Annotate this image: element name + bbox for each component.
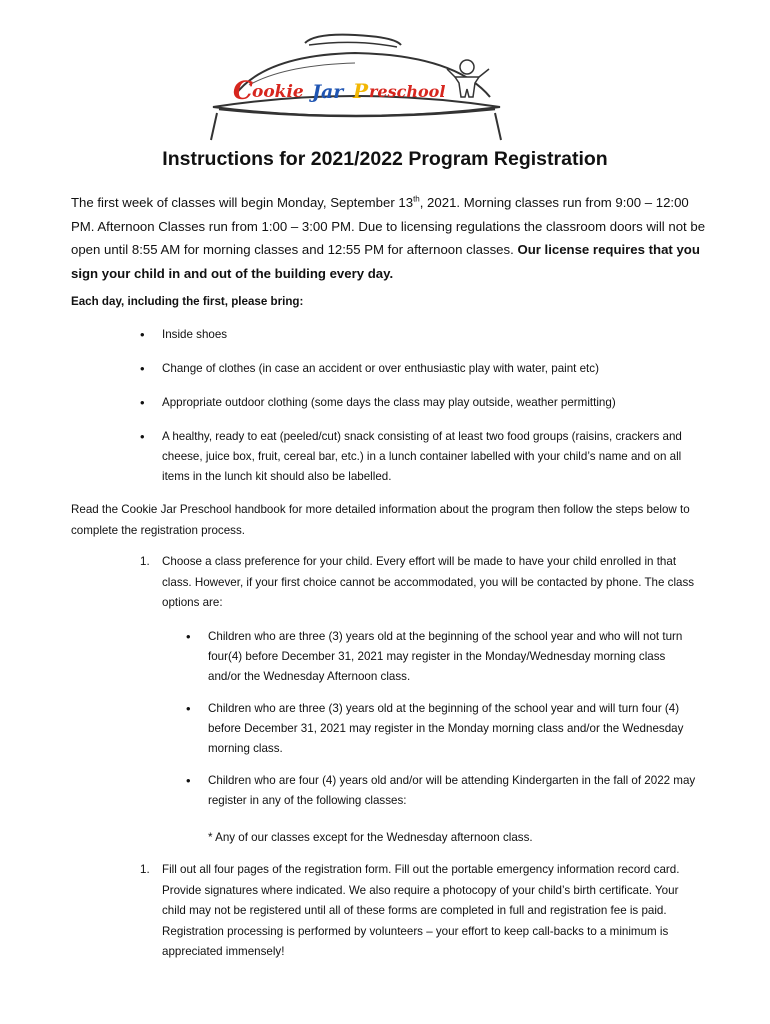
- list-item: • Appropriate outdoor clothing (some days the class may play outside, weather permitting): [140, 393, 700, 413]
- sign-in-notice: Our license requires that you sign your child in and out of the building every day.: [71, 242, 700, 281]
- list-item: • Inside shoes: [140, 325, 700, 345]
- intro-paragraph: The first week of classes will begin Monday, September 13th, 2021. Morning classes run from 9:00 – 12:00 PM. Afternoon Classes run from 1:00 – 3:00 PM. Due to licensing regulations the classroom doors will not be open until 8:55 AM for morning classes and 12:55 PM for afternoon classes. Our license requires that you sign your child in and out of the building every day.: [71, 194, 706, 281]
- step-number: 1.: [140, 555, 150, 568]
- handbook-paragraph: Read the Cookie Jar Preschool handbook for more detailed information about the program then follow the steps below to complete the registration process.: [71, 503, 690, 537]
- step-text: Fill out all four pages of the registration form. Fill out the portable emergency information record card. Provide signatures where indicated. We also require a photocopy of your child’s birth certificate. Your child may not be registered until all of these forms are completed in full and registration fee is paid. Registration processing is performed by volunteers – your effort to keep call-backs to a minimum is appreciated immensely!: [162, 863, 680, 958]
- svg-text:reschool: reschool: [369, 82, 446, 101]
- svg-text:Jar: Jar: [312, 81, 344, 103]
- step-number: 1.: [140, 863, 150, 876]
- svg-text:P: P: [353, 79, 369, 103]
- list-item: • A healthy, ready to eat (peeled/cut) snack consisting of at least two food groups (raisins, crackers and cheese, juice box, fruit, cereal bar, etc.) in a lunch container labelled with your child’s name and on all items in the lunch kit should also be labelled.: [140, 427, 700, 487]
- list-item: • Children who are three (3) years old at the beginning of the school year and who will not turn four(4) before December 31, 2021 may register in the Monday/Wednesday morning class and/or the Wednesday Afternoon class.: [186, 627, 696, 687]
- bring-heading: Each day, including the first, please bring:: [71, 295, 304, 308]
- list-item: • Change of clothes (in case an accident or over enthusiastic play with water, paint etc): [140, 359, 700, 379]
- list-item: • Children who are four (4) years old and/or will be attending Kindergarten in the fall of 2022 may register in any of the following classes:: [186, 771, 696, 811]
- step-text: Choose a class preference for your child. Every effort will be made to have your child enrolled in that class. However, if your first choice cannot be accommodated, you will be contacted by phone. The class options are:: [162, 555, 695, 609]
- class-options-list: [186, 627, 696, 811]
- svg-text:C: C: [233, 76, 253, 105]
- bring-list: [140, 325, 700, 487]
- list-item: • Children who are three (3) years old at the beginning of the school year and will turn four (4) before December 31, 2021 may register in the Monday morning class and/or the Wednesday morning class.: [186, 699, 696, 759]
- class-note: * Any of our classes except for the Wednesday afternoon class.: [208, 831, 533, 844]
- cookie-jar-logo: [205, 25, 505, 145]
- page-title: Instructions for 2021/2022 Program Registration: [162, 148, 608, 170]
- svg-text:ookie: ookie: [252, 82, 304, 102]
